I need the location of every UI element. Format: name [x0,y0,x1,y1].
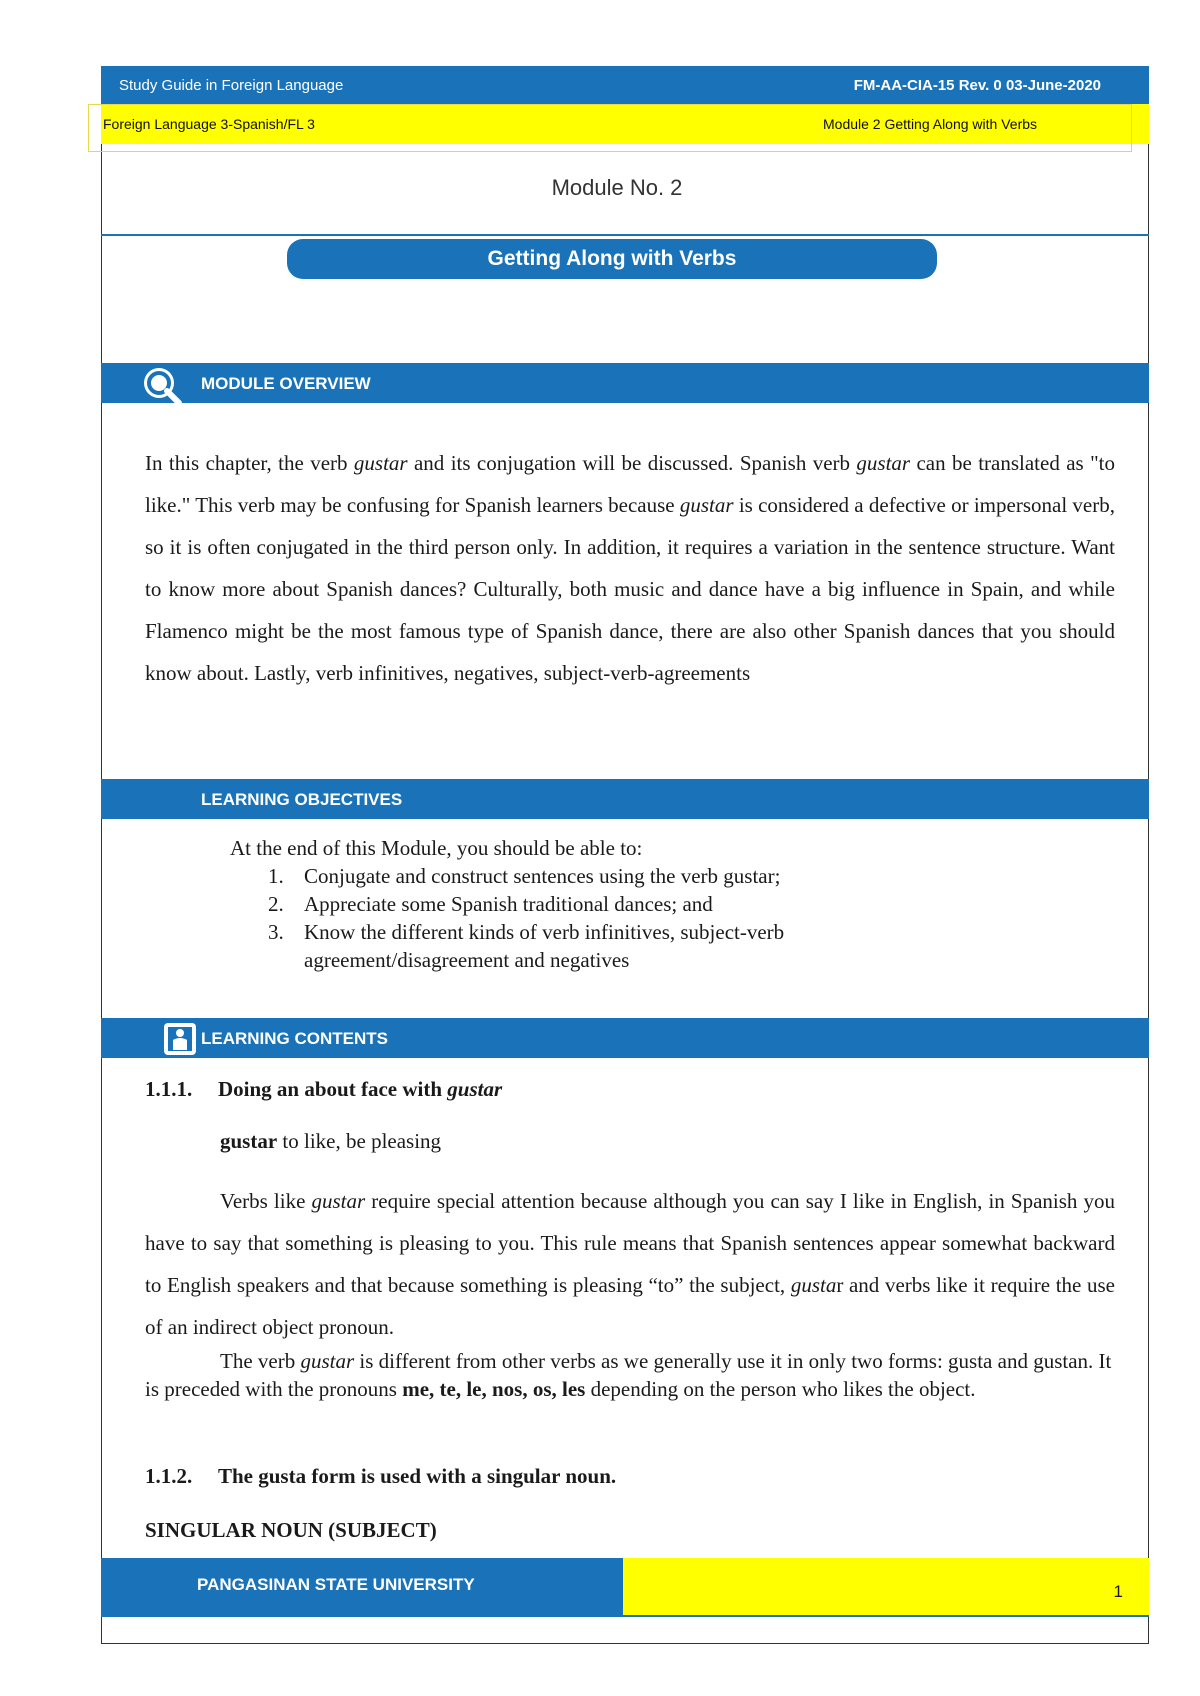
section-learning-objectives [101,779,1149,819]
module-number: Module No. 2 [551,175,683,200]
subsection-heading: 1.1.1. Doing an about face with gustar [145,1077,503,1101]
content-paragraph: The verb gustar is different from other verbs as we generally use it in only two forms: gusta and gustan. It is preceded with the pronouns me, te, le, nos, os, les depending on the person who likes the object. [145,1349,1112,1401]
content-paragraph: Verbs like gustar require special attention because although you can say I like in English, in Spanish you have to say that something is pleasing to you. This rule means that Spanish sentences appear somewhat backward to English speakers and that because something is pleasing “to” the subject, gustar and verbs like it require the use of an indirect object pronoun. [145,1189,1115,1339]
module-title: Getting Along with Verbs [287,239,937,279]
course-name: Foreign Language 3-Spanish/FL 3 [103,116,315,132]
magnifier-icon [139,365,185,405]
definition: gustar to like, be pleasing [220,1129,442,1153]
university-name: PANGASINAN STATE UNIVERSITY [197,1575,475,1594]
list-item: 3. Know the different kinds of verb infinitives, subject-verb agreement/disagreement and negatives [268,920,785,972]
section-learning-contents [101,1018,1149,1058]
objectives-intro: At the end of this Module, you should be able to: [230,836,643,860]
learner-icon [163,1022,197,1056]
footer-divider [101,1615,1149,1617]
subsection-heading: 1.1.2. The gusta form is used with a singular noun. [145,1464,617,1488]
list-item: 1. Conjugate and construct sentences using the verb gustar; [268,864,781,888]
objectives-list [268,862,864,974]
footer-university-bar [101,1558,623,1615]
page-number: 1 [1113,1582,1123,1601]
divider [101,234,1149,236]
section-heading: LEARNING OBJECTIVES [201,790,403,809]
module-reference: Module 2 Getting Along with Verbs [823,116,1038,132]
header-bar [101,66,1149,104]
overview-paragraph: In this chapter, the verb gustar and its conjugation will be discussed. Spanish verb gustar can be translated as "to like." This verb may be confusing for Spanish learners because gustar is considered a defective or impersonal verb, so it is often conjugated in the third person only. In addition, it requires a variation in the sentence structure. Want to know more about Spanish dances? Culturally, both music and dance have a big influence in Spain, and while Flamenco might be the most famous type of Spanish dance, there are also other Spanish dances that you should know about. Lastly, verb infinitives, negatives, subject-verb-agreements [145,451,1115,685]
section-heading: MODULE OVERVIEW [201,374,371,393]
section-module-overview [101,363,1149,403]
list-item: 2. Appreciate some Spanish traditional dances; and [268,892,713,916]
course-bar [101,104,1149,144]
subsection-label: SINGULAR NOUN (SUBJECT) [145,1518,437,1542]
section-heading: LEARNING CONTENTS [201,1029,388,1048]
header-doc-code: FM-AA-CIA-15 Rev. 0 03-June-2020 [853,77,1101,94]
footer-page-bar [623,1558,1149,1615]
header-title: Study Guide in Foreign Language [119,77,344,94]
